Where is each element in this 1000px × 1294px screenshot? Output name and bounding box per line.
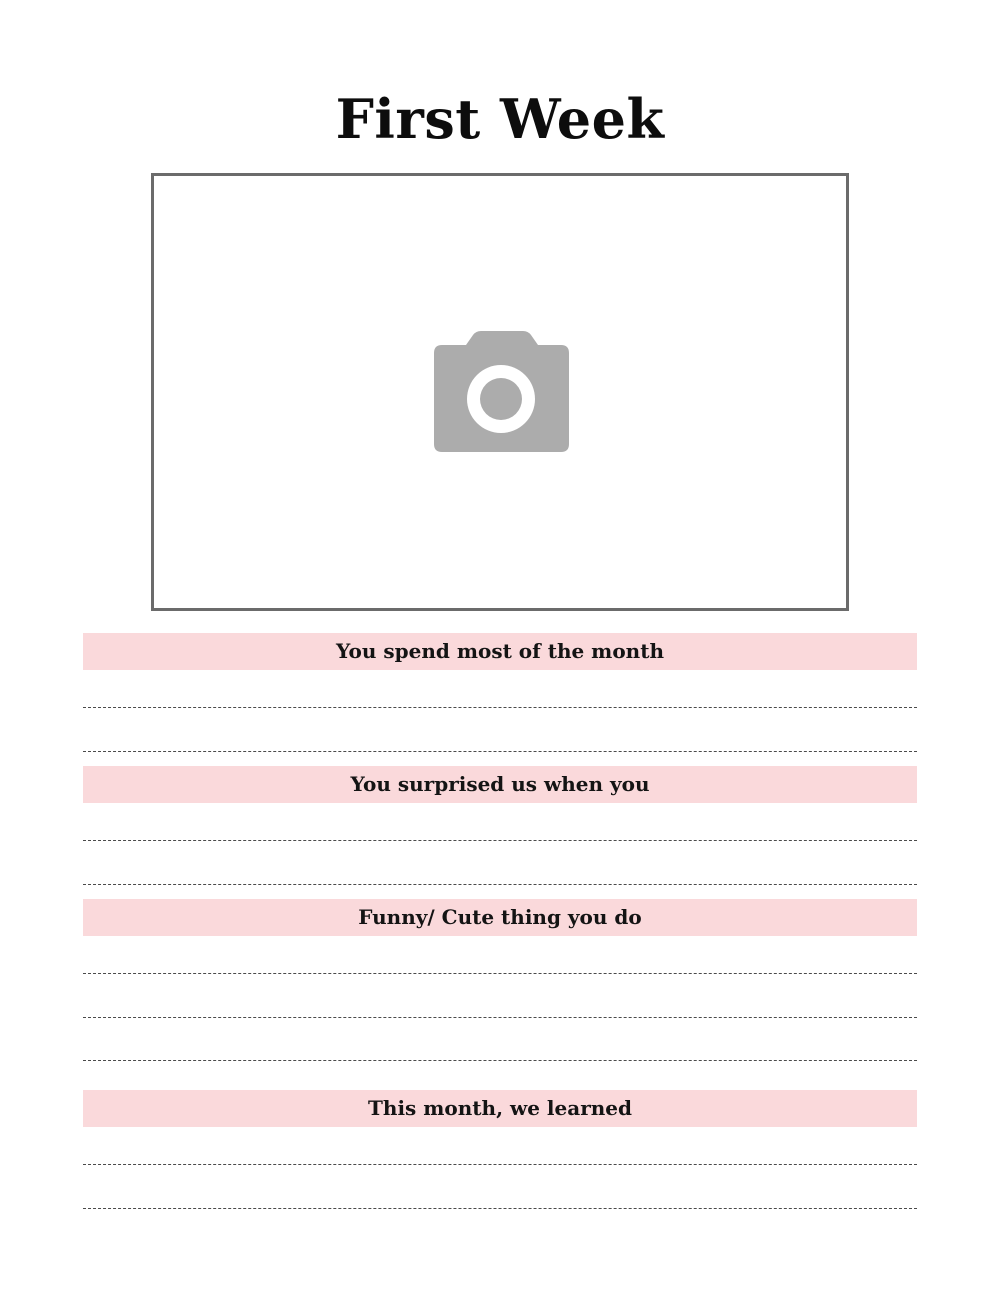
camera-icon	[433, 331, 571, 456]
section-header-learned: This month, we learned	[83, 1090, 917, 1127]
write-line[interactable]	[83, 1017, 917, 1018]
write-line[interactable]	[83, 884, 917, 885]
section-header-spend-month: You spend most of the month	[83, 633, 917, 670]
photo-placeholder-frame[interactable]	[151, 173, 849, 611]
write-line[interactable]	[83, 973, 917, 974]
write-line[interactable]	[83, 1060, 917, 1061]
write-line[interactable]	[83, 1164, 917, 1165]
write-line[interactable]	[83, 1208, 917, 1209]
write-line[interactable]	[83, 751, 917, 752]
write-line[interactable]	[83, 707, 917, 708]
section-header-funny-cute: Funny/ Cute thing you do	[83, 899, 917, 936]
section-header-surprised-us: You surprised us when you	[83, 766, 917, 803]
page-title: First Week	[335, 87, 665, 151]
write-line[interactable]	[83, 840, 917, 841]
